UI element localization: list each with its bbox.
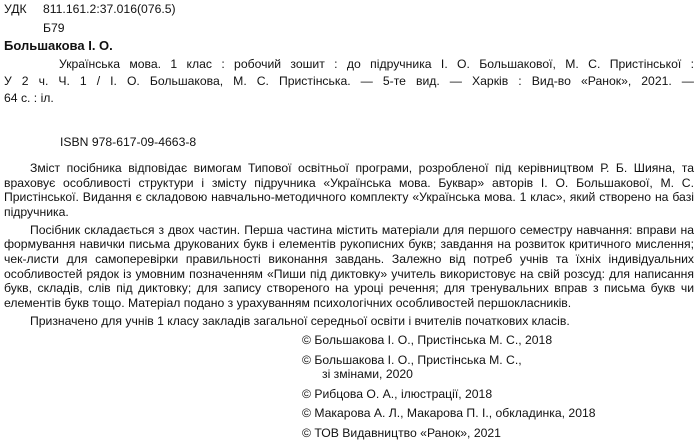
copyright-item bbox=[302, 387, 596, 402]
copyright-item bbox=[302, 333, 596, 348]
copyright-text: © Рибцова О. А., ілюстрації, 2018 bbox=[302, 386, 493, 401]
copyright-text: © Большакова І. О., Пристінська М. С., bbox=[302, 352, 522, 367]
copyright-item bbox=[302, 353, 596, 382]
annotation-paragraph-content: Зміст посібника відповідає вимогам Типової освітньої програми, розробленої під керівництвом Р. Б. Шияна, та враховує особливості структури і змісту підручника «Українська мова. Буквар» авторів І. О. Большакової, М. С. Пристінської. Видання є складовою навчально-методичного комплекту «Українська мова. 1 клас», який створено на базі підручника. bbox=[4, 161, 694, 219]
copyright-item bbox=[302, 406, 596, 421]
annotation-paragraph-structure: Посібник складається з двох частин. Перша частина містить матеріали для першого семестру навчання: вправи на формування навички письма друкованих букв і елементів рукописних букв; завдання на розвиток критичного мислення; чек-листи для самоперевірки правильності виконання завдань. Залежно від потреб учнів та їхніх індивідуальних особливостей рядок із умовним позначенням «Пиши під диктовку» учитель використовує на свій розсуд: для написання букв, складів, слів під диктовку; для запису створеного на уроці речення; для тренувальних вправ з письма букв чи елементів букв тощо. Матеріал подано з урахуванням психологічних особливостей першокласників. bbox=[4, 222, 694, 310]
biblio-line-pages: 64 с. : іл. bbox=[4, 91, 54, 106]
bbk-code: Б79 bbox=[43, 21, 65, 35]
isbn: ISBN 978-617-09-4663-8 bbox=[60, 135, 197, 149]
bibliographic-description bbox=[4, 57, 694, 108]
biblio-line-title: Українська мова. 1 клас : робочий зошит : до підручника І. О. Большакової, М. С. Пристінської : bbox=[59, 57, 694, 71]
annotation-paragraph-audience: Призначено для учнів 1 класу закладів загальної середньої освіти і вчителів початкових класів. bbox=[30, 313, 570, 328]
annotation bbox=[4, 161, 694, 332]
copyright-list bbox=[302, 333, 596, 446]
udk-label: УДК bbox=[4, 2, 27, 16]
copyright-text-continuation: зі змінами, 2020 bbox=[322, 367, 413, 382]
copyright-text: © Макарова А. Л., Макарова П. І., обкладинка, 2018 bbox=[302, 406, 596, 421]
copyright-text: © Большакова І. О., Пристінська М. С., 2018 bbox=[302, 333, 553, 347]
biblio-line-edition: У 2 ч. Ч. 1 / І. О. Большакова, М. С. Пристінська. — 5-те вид. — Харків : Вид-во «Ранок», 2021. — bbox=[4, 74, 694, 89]
udk-line bbox=[4, 2, 176, 17]
copyright-item bbox=[302, 426, 596, 441]
copyright-text: © ТОВ Видавництво «Ранок», 2021 bbox=[302, 425, 501, 440]
author-heading: Большакова І. О. bbox=[4, 38, 113, 53]
udk-code: 811.161.2:37.016(076.5) bbox=[43, 2, 176, 16]
